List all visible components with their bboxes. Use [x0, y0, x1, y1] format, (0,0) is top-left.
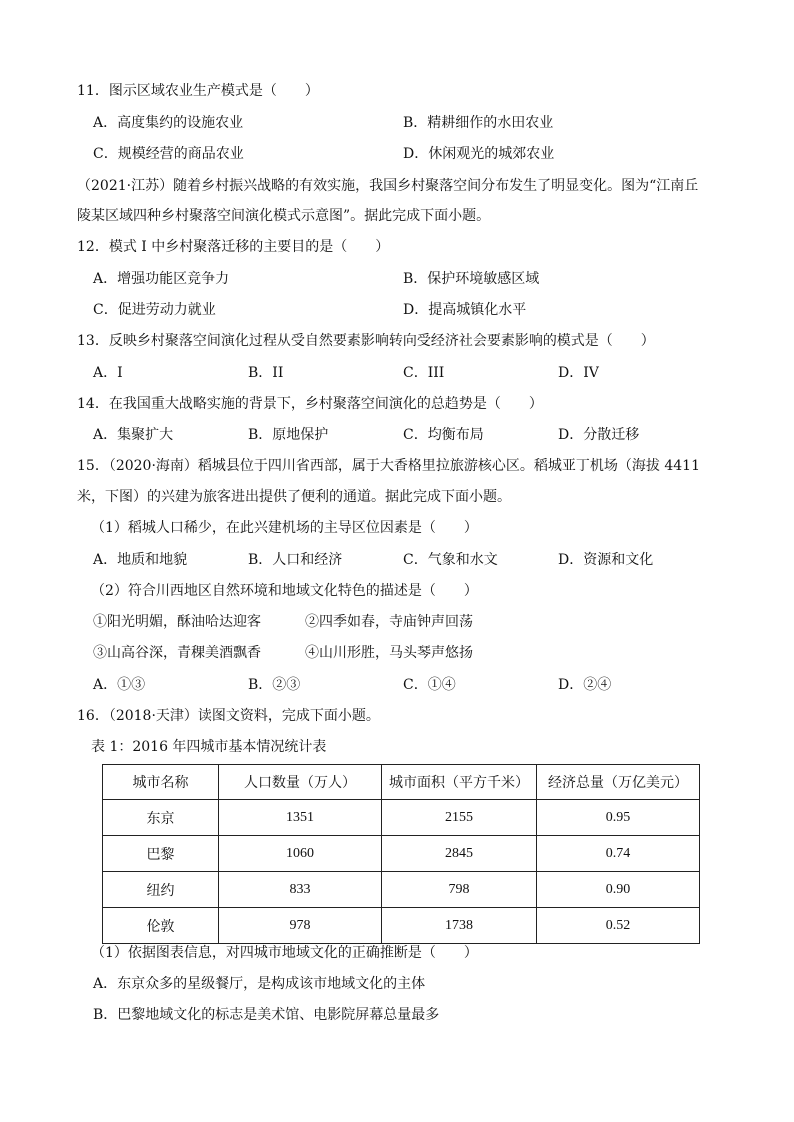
q14-option-d: D．分散迁移 [558, 427, 640, 443]
q15-sub2-stem: （2）符合川西地区自然环境和地域文化特色的描述是（ ） [91, 583, 478, 599]
table-header-cell: 城市面积（平方千米） [382, 765, 537, 800]
table-cell: 纽约 [103, 872, 219, 908]
q14-option-a: A．集聚扩大 [93, 427, 174, 443]
table-cell: 978 [219, 908, 382, 944]
q12-option-c: C．促进劳动力就业 [93, 302, 216, 318]
q13-option-a: A．I [93, 365, 123, 381]
q12-option-a: A．增强功能区竞争力 [93, 271, 230, 287]
table-row [103, 836, 700, 872]
table-cell: 1060 [219, 836, 382, 872]
table-cell: 巴黎 [103, 836, 219, 872]
q11-option-d: D．休闲观光的城郊农业 [403, 146, 555, 162]
q15-sub1-option-b: B．人口和经济 [248, 552, 343, 568]
q15-sub2-option-a: A．①③ [93, 677, 146, 693]
q14-option-b: B．原地保护 [248, 427, 329, 443]
q13-option-c: C．III [403, 365, 445, 381]
q15-sub2-option-d: D．②④ [558, 677, 612, 693]
q11-option-c: C．规模经营的商品农业 [93, 146, 244, 162]
q15-intro-line2: 米，下图）的兴建为旅客进出提供了便利的通道。据此完成下面小题。 [77, 489, 511, 505]
table-cell: 0.74 [537, 836, 700, 872]
q16-stem: 16．（2018·天津）读图文资料，完成下面小题。 [77, 708, 380, 724]
q14-stem: 14．在我国重大战略实施的背景下，乡村聚落空间演化的总趋势是（ ） [77, 396, 543, 412]
q12-option-b: B．保护环境敏感区域 [403, 271, 540, 287]
table-cell: 2155 [382, 800, 537, 836]
q15-sub2-statement-3: ③山高谷深，青稞美酒飘香 [93, 645, 261, 661]
q16-sub1-option-a: A．东京众多的星级餐厅，是构成该市地域文化的主体 [93, 976, 426, 992]
q12-option-d: D．提高城镇化水平 [403, 302, 527, 318]
table-header-cell: 城市名称 [103, 765, 219, 800]
table-cell: 0.90 [537, 872, 700, 908]
q16-sub1-option-b: B．巴黎地域文化的标志是美术馆、电影院屏幕总量最多 [93, 1007, 440, 1023]
q13-stem: 13．反映乡村聚落空间演化过程从受自然要素影响转向受经济社会要素影响的模式是（ ） [77, 333, 655, 349]
q11-option-b: B．精耕细作的水田农业 [403, 115, 554, 131]
q11-stem: 11．图示区域农业生产模式是（ ） [77, 83, 319, 99]
q15-sub2-statement-2: ②四季如春，寺庙钟声回荡 [305, 614, 473, 630]
table-cell: 2845 [382, 836, 537, 872]
q15-sub2-statement-1: ①阳光明媚，酥油哈达迎客 [93, 614, 261, 630]
table-cell: 0.52 [537, 908, 700, 944]
q13-option-b: B．II [248, 365, 284, 381]
table-row [103, 872, 700, 908]
table-title: 表 1：2016 年四城市基本情况统计表 [91, 739, 327, 755]
q12-stem: 12．模式 I 中乡村聚落迁移的主要目的是（ ） [77, 239, 390, 255]
table-cell: 1351 [219, 800, 382, 836]
table-cell: 1738 [382, 908, 537, 944]
q14-option-c: C．均衡布局 [403, 427, 484, 443]
city-stats-table [102, 764, 700, 944]
table-cell: 伦敦 [103, 908, 219, 944]
q15-sub1-option-d: D．资源和文化 [558, 552, 654, 568]
table-cell: 东京 [103, 800, 219, 836]
q15-sub2-option-c: C．①④ [403, 677, 456, 693]
intro-2021-line1: （2021·江苏）随着乡村振兴战略的有效实施，我国乡村聚落空间分布发生了明显变化。图为“江南丘 [77, 178, 699, 194]
table-header-row [103, 765, 700, 800]
table-row [103, 800, 700, 836]
q15-sub1-option-a: A．地质和地貌 [93, 552, 188, 568]
table-cell: 833 [219, 872, 382, 908]
q15-sub1-stem: （1）稻城人口稀少，在此兴建机场的主导区位因素是（ ） [91, 520, 478, 536]
table-row [103, 908, 700, 944]
table-header-cell: 人口数量（万人） [219, 765, 382, 800]
q16-sub1-stem: （1）依据图表信息，对四城市地域文化的正确推断是（ ） [91, 945, 478, 961]
q15-sub1-option-c: C．气象和水文 [403, 552, 498, 568]
q15-sub2-option-b: B．②③ [248, 677, 301, 693]
table-header-cell: 经济总量（万亿美元） [537, 765, 700, 800]
q15-sub2-statement-4: ④山川形胜，马头琴声悠扬 [305, 645, 473, 661]
q11-option-a: A．高度集约的设施农业 [93, 115, 244, 131]
q13-option-d: D．IV [558, 365, 599, 381]
table-cell: 798 [382, 872, 537, 908]
q15-intro-line1: 15．（2020·海南）稻城县位于四川省西部，属于大香格里拉旅游核心区。稻城亚丁机场（海拔 4411 [77, 458, 700, 474]
table-cell: 0.95 [537, 800, 700, 836]
intro-2021-line2: 陵某区域四种乡村聚落空间演化模式示意图”。据此完成下面小题。 [77, 208, 491, 224]
